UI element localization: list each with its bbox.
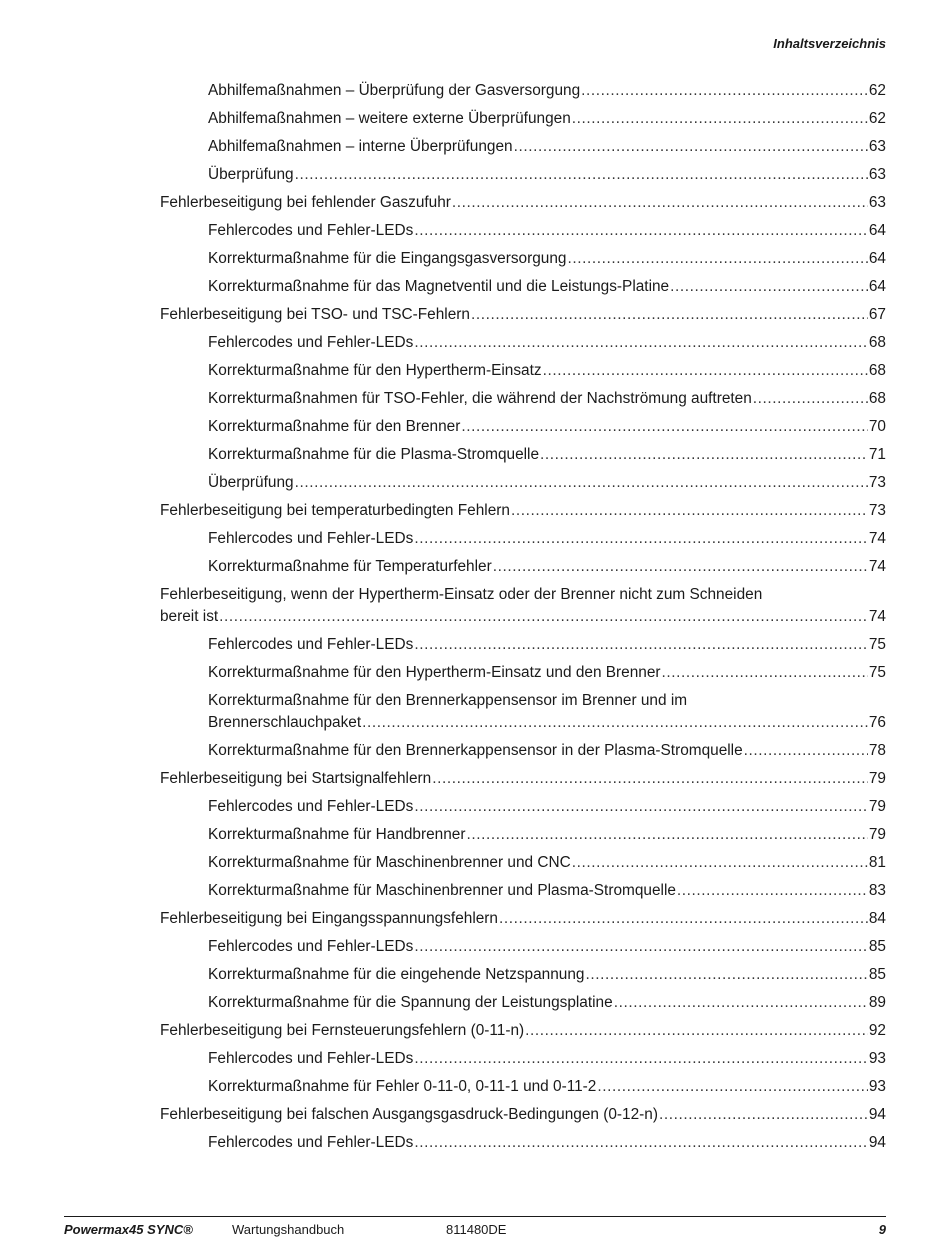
leader-dots <box>614 993 868 1013</box>
toc-entry[interactable] <box>160 741 886 761</box>
leader-dots <box>467 825 868 845</box>
toc-entry-label: Überprüfung <box>208 166 294 183</box>
toc-entry-label-line1: Korrekturmaßnahme für den Brennerkappensensor im Brenner und im <box>208 692 688 709</box>
toc-entry-label: Korrekturmaßnahme für die Plasma-Stromquelle <box>208 446 540 463</box>
toc-entry-page: 84 <box>868 910 886 927</box>
toc-entry-label: Fehlercodes und Fehler-LEDs <box>208 222 414 239</box>
leader-dots <box>295 165 868 185</box>
leader-dots <box>540 445 868 465</box>
toc-entry-label: Fehlercodes und Fehler-LEDs <box>208 530 414 547</box>
toc-entry-page: 79 <box>868 770 886 787</box>
toc-entry-page: 64 <box>868 250 886 267</box>
leader-dots <box>414 797 868 817</box>
leader-dots <box>452 193 868 213</box>
toc-entry-label: Fehlercodes und Fehler-LEDs <box>208 1050 414 1067</box>
leader-dots <box>753 389 868 409</box>
toc-entry[interactable] <box>160 333 886 353</box>
toc-entry-label: Fehlercodes und Fehler-LEDs <box>208 798 414 815</box>
toc-entry-page: 94 <box>868 1134 886 1151</box>
leader-dots <box>414 529 868 549</box>
toc-entry[interactable] <box>160 473 886 493</box>
toc-entry-label: Abhilfemaßnahmen – interne Überprüfungen <box>208 138 513 155</box>
toc-entry-page: 62 <box>868 82 886 99</box>
toc-entry-page: 71 <box>868 446 886 463</box>
toc-entry[interactable] <box>160 249 886 269</box>
toc-entry[interactable] <box>160 881 886 901</box>
toc-entry-label: Korrekturmaßnahme für Fehler 0-11-0, 0-11-1 und 0-11-2 <box>208 1078 597 1095</box>
toc-entry-page: 63 <box>868 194 886 211</box>
leader-dots <box>414 1049 868 1069</box>
toc-entry-page: 79 <box>868 798 886 815</box>
toc-entry-label: Korrekturmaßnahmen für TSO-Fehler, die während der Nachströmung auftreten <box>208 390 752 407</box>
leader-dots <box>414 333 868 353</box>
leader-dots <box>670 277 868 297</box>
leader-dots <box>471 305 868 325</box>
toc-entry-page: 85 <box>868 938 886 955</box>
toc-entry-page: 74 <box>868 558 886 575</box>
toc-entry[interactable] <box>160 1133 886 1153</box>
toc-entry-label: Korrekturmaßnahme für die eingehende Netzspannung <box>208 966 585 983</box>
toc-entry-page: 75 <box>868 664 886 681</box>
leader-dots <box>677 881 868 901</box>
toc-entry[interactable] <box>160 109 886 129</box>
toc-entry-label: Fehlercodes und Fehler-LEDs <box>208 1134 414 1151</box>
toc-entry[interactable] <box>160 965 886 985</box>
leader-dots <box>585 965 867 985</box>
toc-entry[interactable] <box>160 1049 886 1069</box>
toc-entry[interactable] <box>160 663 886 683</box>
toc-entry-label: Korrekturmaßnahme für den Hypertherm-Einsatz <box>208 362 542 379</box>
toc-entry-page: 62 <box>868 110 886 127</box>
toc-entry-page: 85 <box>868 966 886 983</box>
toc-entry-label: Korrekturmaßnahme für die Spannung der Leistungsplatine <box>208 994 613 1011</box>
toc-entry-label: Korrekturmaßnahme für den Brennerkappensensor in der Plasma-Stromquelle <box>208 742 743 759</box>
toc-entry-label: Fehlerbeseitigung bei Eingangsspannungsfehlern <box>160 910 498 927</box>
leader-dots <box>414 635 868 655</box>
toc-entry[interactable] <box>160 635 886 655</box>
footer-manual-title: Wartungshandbuch <box>232 1222 345 1237</box>
toc-section-entry[interactable] <box>160 305 886 325</box>
leader-dots <box>597 1077 868 1097</box>
leader-dots <box>511 501 868 521</box>
leader-dots <box>219 607 868 627</box>
toc-entry-page: 74 <box>868 608 886 625</box>
toc-entry[interactable] <box>160 137 886 157</box>
toc-entry-label: Fehlercodes und Fehler-LEDs <box>208 938 414 955</box>
leader-dots <box>499 909 868 929</box>
leader-dots <box>567 249 867 269</box>
leader-dots <box>432 769 868 789</box>
leader-dots <box>662 663 868 683</box>
toc-entry-label: Brennerschlauchpaket <box>208 714 362 731</box>
toc-entry-page: 64 <box>868 278 886 295</box>
toc-entry[interactable] <box>160 691 886 733</box>
footer-product-name: Powermax45 SYNC® <box>64 1222 193 1237</box>
leader-dots <box>461 417 868 437</box>
toc-entry-label: Fehlerbeseitigung bei Startsignalfehlern <box>160 770 432 787</box>
toc-entry-page: 73 <box>868 474 886 491</box>
toc-entry-page: 74 <box>868 530 886 547</box>
toc-entry-label: Fehlercodes und Fehler-LEDs <box>208 636 414 653</box>
leader-dots <box>514 137 868 157</box>
toc-entry[interactable] <box>160 389 886 409</box>
toc-entry-label: Überprüfung <box>208 474 294 491</box>
leader-dots <box>572 853 868 873</box>
toc-entry-label-line1: Fehlerbeseitigung, wenn der Hypertherm-Einsatz oder der Brenner nicht zum Schneiden <box>160 586 763 603</box>
toc-entry-label: Fehlerbeseitigung bei falschen Ausgangsgasdruck-Bedingungen (0-12-n) <box>160 1106 658 1123</box>
leader-dots <box>525 1021 868 1041</box>
toc-entry[interactable] <box>160 417 886 437</box>
toc-entry-label: Korrekturmaßnahme für den Hypertherm-Einsatz und den Brenner <box>208 664 661 681</box>
toc-entry[interactable] <box>160 445 886 465</box>
toc-entry-label: Korrekturmaßnahme für den Brenner <box>208 418 461 435</box>
toc-entry-page: 67 <box>868 306 886 323</box>
toc-entry[interactable] <box>160 81 886 101</box>
toc-entry-page: 92 <box>868 1022 886 1039</box>
leader-dots <box>414 937 868 957</box>
footer-divider <box>64 1216 886 1217</box>
toc-entry-label: Abhilfemaßnahmen – Überprüfung der Gasversorgung <box>208 82 581 99</box>
toc-section-entry[interactable] <box>160 769 886 789</box>
toc-entry-page: 75 <box>868 636 886 653</box>
toc-entry-page: 68 <box>868 362 886 379</box>
page-footer <box>64 1222 886 1240</box>
toc-entry-label: Korrekturmaßnahme für Handbrenner <box>208 826 466 843</box>
toc-entry-label: Fehlerbeseitigung bei temperaturbedingten Fehlern <box>160 502 510 519</box>
toc-section-entry[interactable] <box>160 1021 886 1041</box>
toc-entry[interactable] <box>160 937 886 957</box>
toc-entry-page: 79 <box>868 826 886 843</box>
toc-section-entry[interactable] <box>160 501 886 521</box>
toc-entry[interactable] <box>160 557 886 577</box>
toc-entry[interactable] <box>160 797 886 817</box>
page-header-title: Inhaltsverzeichnis <box>773 36 886 51</box>
leader-dots <box>543 361 868 381</box>
toc-entry[interactable] <box>160 529 886 549</box>
toc-entry-label: Korrekturmaßnahme für das Magnetventil und die Leistungs-Platine <box>208 278 670 295</box>
toc-entry[interactable] <box>160 1077 886 1097</box>
leader-dots <box>295 473 868 493</box>
toc-section-entry[interactable] <box>160 193 886 213</box>
toc-entry-page: 93 <box>868 1050 886 1067</box>
toc-entry-page: 68 <box>868 390 886 407</box>
toc-entry[interactable] <box>160 165 886 185</box>
toc-entry-page: 76 <box>868 714 886 731</box>
toc-entry[interactable] <box>160 993 886 1013</box>
toc-section-entry[interactable] <box>160 1105 886 1125</box>
toc-entry-label: Fehlerbeseitigung bei fehlender Gaszufuhr <box>160 194 451 211</box>
toc-entry-label: Korrekturmaßnahme für Temperaturfehler <box>208 558 492 575</box>
leader-dots <box>414 1133 868 1153</box>
toc-entry-label: Fehlercodes und Fehler-LEDs <box>208 334 414 351</box>
footer-page-number: 9 <box>878 1222 886 1237</box>
toc-entry-label: Korrekturmaßnahme für Maschinenbrenner und Plasma-Stromquelle <box>208 882 676 899</box>
toc-entry-page: 63 <box>868 166 886 183</box>
toc-section-entry[interactable] <box>160 909 886 929</box>
toc-entry-page: 78 <box>868 742 886 759</box>
toc-entry[interactable] <box>160 825 886 845</box>
toc-entry[interactable] <box>160 853 886 873</box>
toc-entry-label: Abhilfemaßnahmen – weitere externe Überprüfungen <box>208 110 571 127</box>
table-of-contents <box>160 81 886 1161</box>
toc-entry-page: 73 <box>868 502 886 519</box>
toc-entry-page: 89 <box>868 994 886 1011</box>
toc-entry-page: 68 <box>868 334 886 351</box>
toc-entry[interactable] <box>160 361 886 381</box>
toc-entry-label: Korrekturmaßnahme für die Eingangsgasversorgung <box>208 250 567 267</box>
toc-entry-label: Fehlerbeseitigung bei Fernsteuerungsfehlern (0-11-n) <box>160 1022 525 1039</box>
toc-entry-label: Fehlerbeseitigung bei TSO- und TSC-Fehlern <box>160 306 470 323</box>
leader-dots <box>362 713 868 733</box>
toc-entry-page: 93 <box>868 1078 886 1095</box>
toc-entry[interactable] <box>160 277 886 297</box>
toc-entry-page: 63 <box>868 138 886 155</box>
toc-entry-label: bereit ist <box>160 608 219 625</box>
toc-entry-page: 70 <box>868 418 886 435</box>
toc-section-entry[interactable] <box>160 585 886 627</box>
leader-dots <box>493 557 868 577</box>
leader-dots <box>572 109 868 129</box>
toc-entry-label: Korrekturmaßnahme für Maschinenbrenner und CNC <box>208 854 571 871</box>
toc-entry-page: 81 <box>868 854 886 871</box>
toc-entry-page: 94 <box>868 1106 886 1123</box>
leader-dots <box>414 221 868 241</box>
toc-entry-page: 83 <box>868 882 886 899</box>
toc-entry-page: 64 <box>868 222 886 239</box>
footer-part-number: 811480DE <box>446 1222 507 1237</box>
leader-dots <box>659 1105 868 1125</box>
leader-dots <box>581 81 868 101</box>
leader-dots <box>744 741 868 761</box>
toc-entry[interactable] <box>160 221 886 241</box>
